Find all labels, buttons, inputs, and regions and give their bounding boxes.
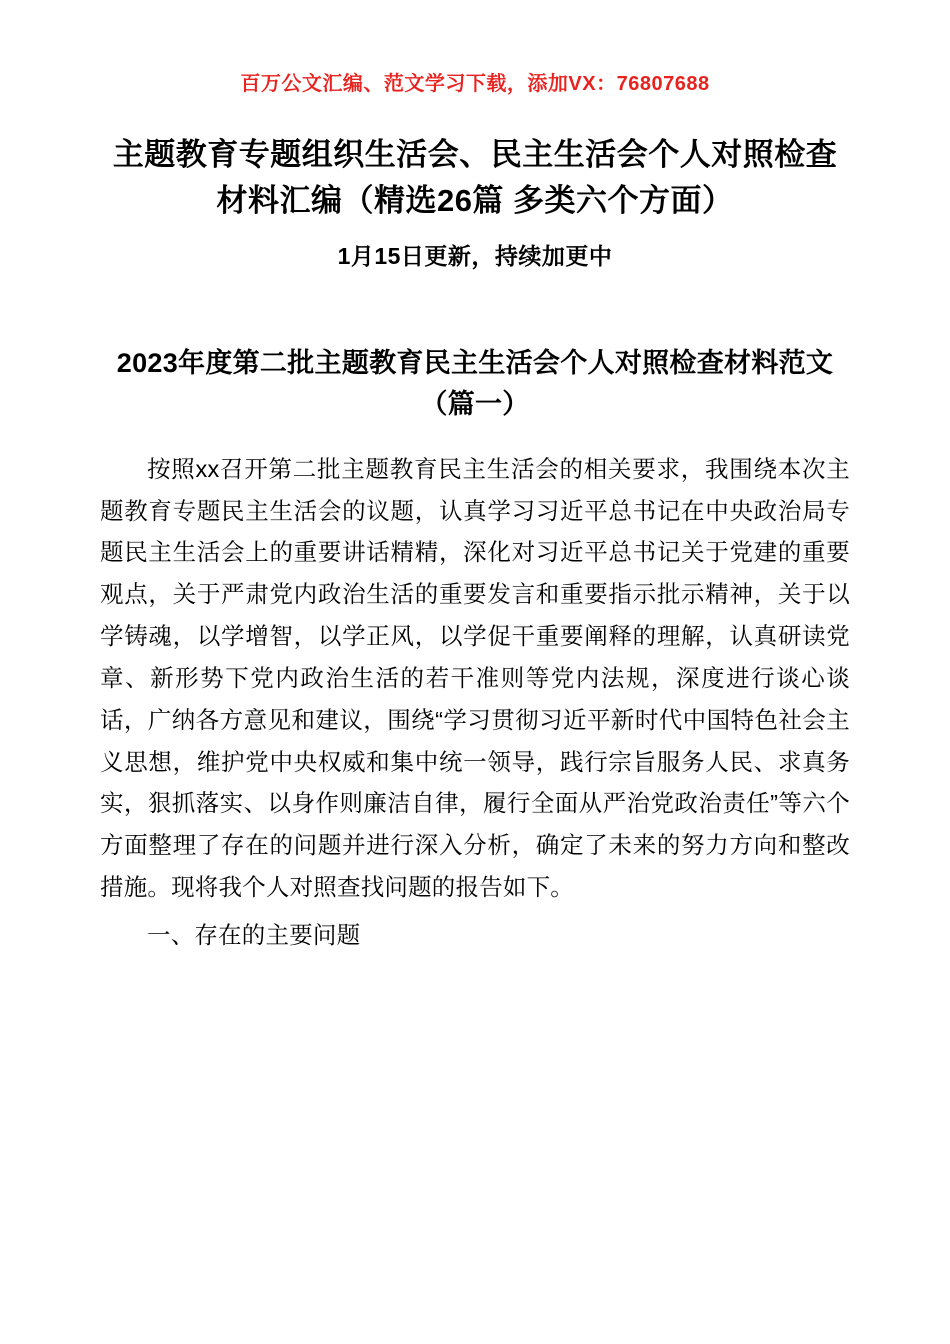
body-paragraph: 按照xx召开第二批主题教育民主生活会的相关要求，我围绕本次主题教育专题民主生活会的议题，认真学习习近平总书记在中央政治局专题民主生活会上的重要讲话精精，深化对习近平总书记关于党建的重要观点，关于严肃党内政治生活的重要发言和重要指示批示精神，关于以学铸魂，以学增智，以学正风，以学促干重要阐释的理解，认真研读党章、新形势下党内政治生活的若干准则等党内法规，深度进行谈心谈话，广纳各方意见和建议，围绕“学习贯彻习近平新时代中国特色社会主义思想，维护党中央权威和集中统一领导，践行宗旨服务人民、求真务实，狠抓落实、以身作则廉洁自律，履行全面从严治党政治责任”等六个方面整理了存在的问题并进行深入分析，确定了未来的努力方向和整改措施。现将我个人对照查找问题的报告如下。 — [100, 455, 850, 901]
page-title: 主题教育专题组织生活会、民主生活会个人对照检查材料汇编（精选26篇 多类六个方面） — [112, 137, 838, 218]
section-heading: 2023年度第二批主题教育民主生活会个人对照检查材料范文（篇一） — [116, 347, 834, 419]
section-spacer — [100, 271, 850, 343]
update-note: 1月15日更新，持续加更中 — [337, 242, 613, 269]
promo-banner: 百万公文汇编、范文学习下载，添加VX：76807688 — [240, 73, 710, 95]
list-heading: 一、存在的主要问题 — [147, 921, 361, 948]
